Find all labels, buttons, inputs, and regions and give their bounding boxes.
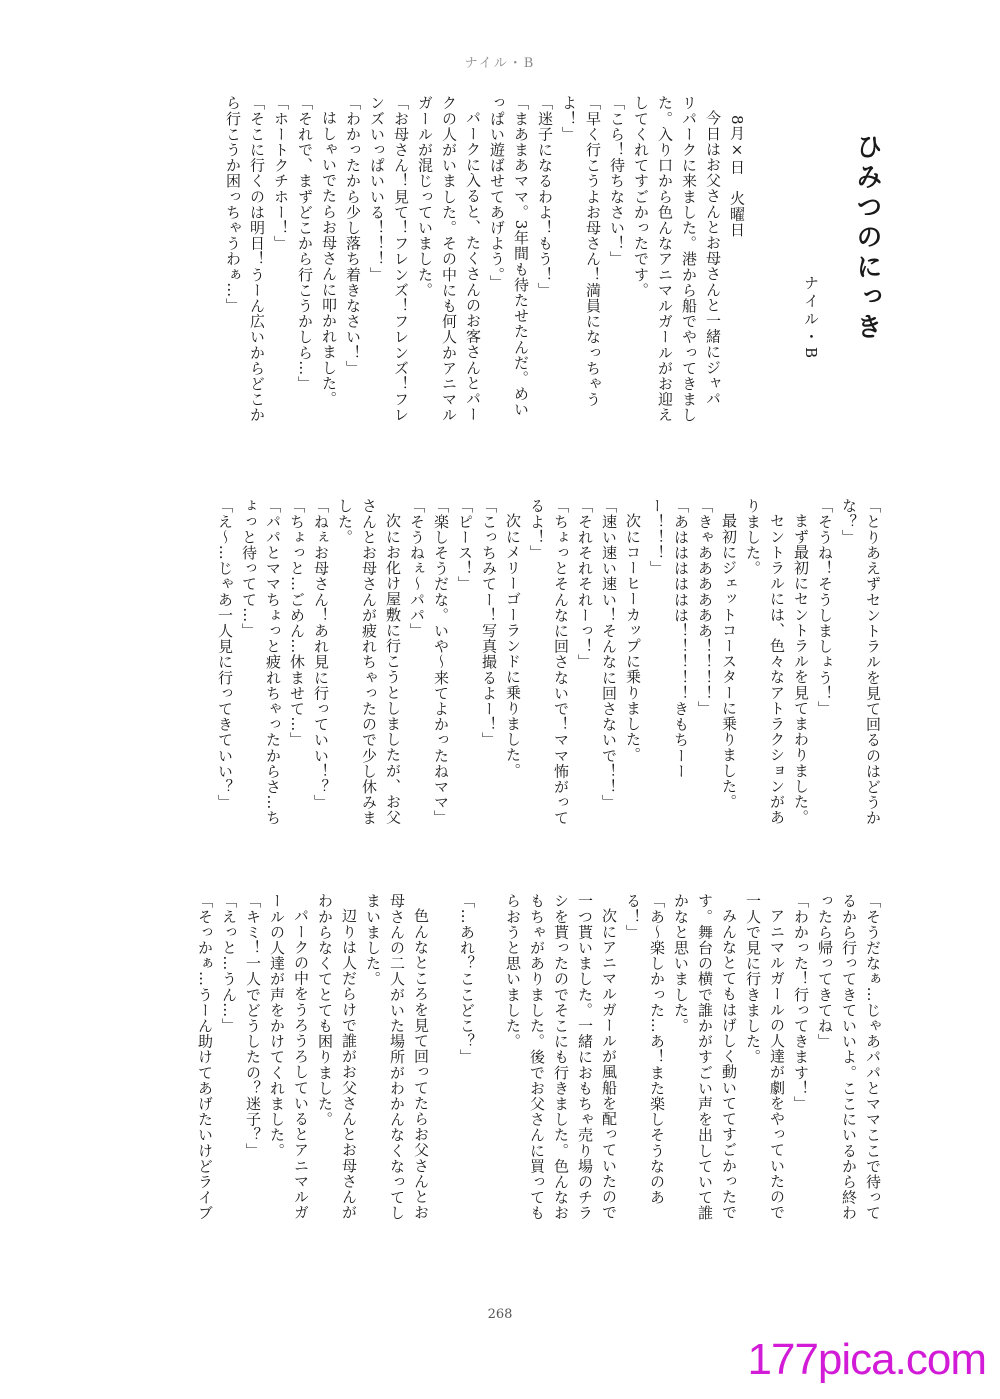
text-line: 「ホートクチホー！」 [272,95,290,251]
text-line: 「…あれ？ここどこ？」 [458,893,476,1065]
text-line: まいました。 [364,893,382,987]
page-number: 268 [487,1307,513,1322]
text-line: す。舞台の横で誰かがすごい声を出していて誰 [696,893,714,1221]
spacer [474,893,496,1243]
diary-date: 8月×日 火曜日 [728,115,746,238]
text-line: ガールが混じっていました。 [416,95,434,298]
text-line: るから行ってきていいよ。ここにいるから終わ [840,893,858,1221]
text-line: パークの中をうろうろしているとアニマルガ [292,908,310,1220]
text-line: 「そうだなぁ…じゃあパパとママここで待って [864,893,882,1221]
text-line: 「あはははははは！！！！！きもちーー [672,498,690,779]
text-line: 「ちょっとそんなに回さないで！ママ怖がって [552,498,570,826]
text-line: っぱい遊ばせてあげよう。」 [488,95,506,291]
text-line: 「ねぇお母さん！あれ見に行っていい！？」 [312,498,330,810]
text-line: した。 [336,498,354,545]
text-line: 「お母さん！見て！フレンズ！フレンズ！フレ [392,95,410,423]
text-line: 最初にジェットコースターに乗りました。 [720,513,738,810]
text-line: まず最初にセントラルを見てまわりました。 [792,513,810,825]
text-line: な？」 [840,498,858,545]
text-line: 「そこに行くのは明日！うーん広いからどこか [248,95,266,423]
text-line: してくれてすごかったです。 [632,95,650,298]
text-band-2 [90,498,880,838]
text-line: 次にアニマルガールが風船を配っていたので [600,908,618,1220]
text-line: 次にコーヒーカップに乗りました。 [624,513,642,763]
text-band-3 [90,893,880,1243]
text-line: クの人がいました。その中にも何人かアニマル [440,95,458,423]
text-line: 一つ貰いました。一緒におもちゃ売り場のチラ [576,893,594,1221]
text-line: さんとお母さんが疲れちゃったので少し休みま [360,498,378,826]
spacer [818,95,840,445]
text-line: 「とりあえずセントラルを見て回るのはどうか [864,498,882,826]
text-line: 色んなところを見て回ってたらお父さんとお [412,908,430,1220]
text-line: わからなくてとても困りました。 [316,893,334,1127]
text-line: みんなとてもはげしく動いててすごかったで [720,908,738,1220]
text-line: るよ！」 [528,498,546,561]
text-line: 「そうねぇ〜パパ」 [408,498,426,639]
text-line: 一人で見に行きました。 [744,893,762,1065]
text-line: ールの人達が声をかけてくれました。 [268,893,286,1159]
text-line: 「早く行こうよお母さん！満員になっちゃう [584,95,602,407]
story-title: ひみつのにっき [852,133,882,343]
text-line: 「わかった！行ってきます！」 [792,893,810,1112]
text-line: アニマルガールの人達が劇をやっていたので [768,908,786,1220]
text-line: 「迷子になるわよ！もう！」 [536,95,554,298]
text-line: らおうと思いました。 [504,893,522,1049]
text-line: 「ピース！」 [456,498,474,592]
text-line: 「まあまあママ。3年間も待たせたんだ。めい [512,95,530,418]
text-line: 「そっかぁ…うーん助けてあげたいけどライブ [196,893,214,1221]
text-line: 「こっちみてー！写真撮るよー！」 [480,498,498,748]
text-line: 辺りは人だらけで誰がお父さんとお母さんが [340,908,358,1220]
text-line: 次にメリーゴーランドに乗りました。 [504,513,522,779]
text-line: シを貰ったのでそこにも行きました。色んなお [552,893,570,1221]
text-line: 「そうね！そうしましょう！」 [816,498,834,717]
text-line: た。入り口から色んなアニマルガールがお迎え [656,95,674,423]
text-line: 次にお化け屋敷に行こうとしましたが、お父 [384,513,402,825]
text-line: 「こら！待ちなさい！」 [608,95,626,267]
author-name: ナイル・B [802,275,820,362]
text-line: 「それそれそれーっ！」 [576,498,594,670]
text-line: 「速い速い速い！そんなに回さないで！！」 [600,498,618,810]
text-band-1 [90,95,880,445]
text-line: よ！」 [560,95,578,142]
text-line: ったら帰ってきてね」 [816,893,834,1049]
text-line: 「楽しそうだな。いや〜来てよかったねママ」 [432,498,450,826]
text-line: 今日はお父さんとお母さんと一緒にジャパ [704,110,722,407]
text-line: る！」 [624,893,642,940]
text-line: ンズいっぱいいる！！！」 [368,95,386,283]
text-line: りました。 [744,498,762,576]
text-line: 「きゃああああああ！！！！」 [696,498,714,717]
running-header: ナイル・B [464,56,536,71]
text-line: 「それで、まずどこから行こうかしら…」 [296,95,314,392]
text-line: かなと思いました。 [672,893,690,1034]
text-line: 「パパとママちょっと疲れちゃったからさ…ち [264,498,282,826]
text-line: 「あ〜楽しかった…あ！また楽しそうなのあ [648,893,666,1205]
text-line: ょっと待ってて…」 [240,498,258,639]
text-line: はしゃいでたらお母さんに叩かれました。 [320,110,338,407]
text-line: ー！！！」 [648,498,666,576]
text-line: もちゃがありました。後でお父さんに買っても [528,893,546,1221]
spacer [744,95,792,445]
text-line: 「ちょっと…ごめん…休ませて…」 [288,498,306,748]
text-line: 「キミ！一人でどうしたの？迷子？」 [244,893,262,1159]
text-line: セントラルには、色々なアトラクションがあ [768,513,786,825]
spacer [428,893,450,1243]
text-line: 「わかったから少し落ち着きなさい！」 [344,95,362,376]
text-line: 「え〜…じゃあ一人見に行ってきていい？」 [216,498,234,810]
text-line: パークに入ると、たくさんのお客さんとパー [464,110,482,422]
text-line: 母さんの二人がいた場所がわかんなくなってし [388,893,406,1221]
text-line: 「えっと…うん…」 [220,893,238,1034]
watermark-logo: 177pica.com [747,1335,986,1384]
text-line: リパークに来ました。港から船でやってきまし [680,95,698,423]
text-line: ら行こうか困っちゃうわぁ…」 [224,95,242,314]
